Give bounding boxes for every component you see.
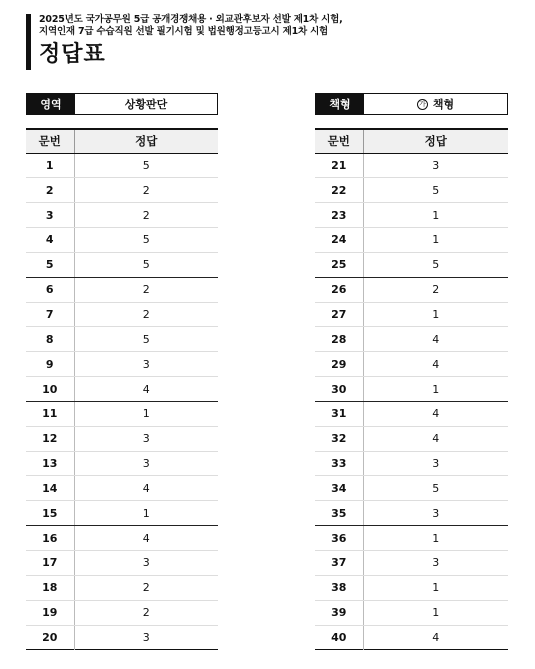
table-row: [26, 625, 218, 650]
answer-value: 2: [74, 178, 218, 203]
question-number: 23: [315, 203, 363, 228]
booklet-type-box: [315, 93, 508, 115]
question-number: 4: [26, 228, 74, 253]
column-header-answer: 정답: [74, 129, 218, 153]
table-row: [26, 526, 218, 551]
table-row: [315, 625, 508, 650]
answer-value: 4: [74, 526, 218, 551]
question-number: 1: [26, 153, 74, 178]
question-number: 8: [26, 327, 74, 352]
answer-value: 5: [363, 252, 508, 277]
question-number: 7: [26, 302, 74, 327]
question-number: 16: [26, 526, 74, 551]
question-number: 5: [26, 252, 74, 277]
question-number: 39: [315, 600, 363, 625]
circled-ga-mark: 가: [417, 99, 428, 110]
question-number: 28: [315, 327, 363, 352]
table-row: [315, 228, 508, 253]
column-header-answer: 정답: [363, 129, 508, 153]
question-number: 18: [26, 575, 74, 600]
answer-value: 2: [363, 277, 508, 302]
table-row: [315, 377, 508, 402]
answer-value: 4: [432, 630, 440, 644]
table-row: [315, 153, 508, 178]
table-row: [315, 426, 508, 451]
answer-value: 1: [363, 228, 508, 253]
table-row: [26, 551, 218, 576]
answer-table-left: [26, 128, 218, 650]
answer-value: 3: [363, 551, 508, 576]
table-row: [26, 426, 218, 451]
answer-value: 3: [74, 551, 218, 576]
answer-value: 5: [74, 327, 218, 352]
question-number: 19: [26, 600, 74, 625]
table-row: [315, 277, 508, 302]
table-row: [315, 451, 508, 476]
table-header-row: [26, 129, 218, 153]
exam-title-line-2: 지역인재 7급 수습직원 선발 필기시험 및 법원행정고등고시 제1차 시험: [39, 26, 329, 37]
question-number: 2: [26, 178, 74, 203]
answer-value: 1: [363, 600, 508, 625]
answer-value: 3: [74, 451, 218, 476]
table-row: [26, 352, 218, 377]
question-number: 15: [26, 501, 74, 526]
question-number: 34: [315, 476, 363, 501]
answer-value: 1: [363, 377, 508, 402]
booklet-type-value: 책형: [432, 98, 455, 111]
table-row: [26, 377, 218, 402]
question-number: 32: [315, 426, 363, 451]
question-number: 30: [315, 377, 363, 402]
answer-value: 3: [74, 426, 218, 451]
table-row: [26, 252, 218, 277]
question-number: 37: [315, 551, 363, 576]
question-number: 13: [26, 451, 74, 476]
answer-table-right: [315, 128, 508, 650]
question-number: 21: [315, 153, 363, 178]
table-row: [26, 476, 218, 501]
question-number: 25: [315, 252, 363, 277]
question-number: 26: [315, 277, 363, 302]
question-number: 36: [315, 526, 363, 551]
booklet-type-value-wrap: [364, 94, 507, 114]
answer-value: 3: [363, 153, 508, 178]
answer-value: 1: [74, 501, 218, 526]
answer-value: 2: [74, 277, 218, 302]
table-row: [315, 575, 508, 600]
question-number: 9: [26, 352, 74, 377]
answer-value: 2: [74, 302, 218, 327]
table-row: [26, 228, 218, 253]
table-row: [26, 575, 218, 600]
table-row: [26, 327, 218, 352]
table-row: [26, 302, 218, 327]
question-number: 35: [315, 501, 363, 526]
answer-value: 5: [363, 178, 508, 203]
table-row: [26, 600, 218, 625]
question-number: 38: [315, 575, 363, 600]
table-row: [315, 501, 508, 526]
answer-value: 2: [74, 600, 218, 625]
answer-rows-right: [315, 153, 508, 650]
answer-value: 3: [74, 352, 218, 377]
table-row: [26, 203, 218, 228]
answer-value: 4: [363, 352, 508, 377]
question-number: 22: [315, 178, 363, 203]
question-number: 17: [26, 551, 74, 576]
table-row: [26, 277, 218, 302]
answer-value: 2: [74, 575, 218, 600]
exam-title-line-1: 2025년도 국가공무원 5급 공개경쟁채용 · 외교관후보자 선발 제1차 시험,: [39, 14, 343, 25]
answer-value: 4: [363, 401, 508, 426]
table-row: [26, 153, 218, 178]
table-row: [315, 252, 508, 277]
table-row: [315, 401, 508, 426]
table-row: [315, 178, 508, 203]
table-row: [315, 476, 508, 501]
question-number: 24: [315, 228, 363, 253]
table-row: [26, 501, 218, 526]
table-row: [315, 302, 508, 327]
question-number: 10: [26, 377, 74, 402]
answer-value: 1: [363, 203, 508, 228]
table-row: [26, 401, 218, 426]
question-number: 31: [315, 401, 363, 426]
question-number: 20: [26, 625, 74, 650]
answer-value: 1: [363, 575, 508, 600]
answer-value: 4: [74, 377, 218, 402]
answer-value: 5: [74, 153, 218, 178]
question-number: 3: [26, 203, 74, 228]
answer-value: 4: [74, 476, 218, 501]
subject-label: 영역: [27, 94, 75, 114]
column-header-number: 문번: [26, 129, 74, 153]
answer-value: 5: [74, 228, 218, 253]
question-number: 12: [26, 426, 74, 451]
answer-value: 4: [363, 426, 508, 451]
answer-value: 2: [74, 203, 218, 228]
answer-rows-left: [26, 153, 218, 650]
answer-value: 3: [142, 630, 150, 644]
table-row: [26, 451, 218, 476]
table-row: [315, 203, 508, 228]
column-header-number: 문번: [315, 129, 363, 153]
answer-value: 1: [363, 526, 508, 551]
answer-value: 1: [74, 401, 218, 426]
page-title: 정답표: [39, 42, 106, 67]
table-row: [315, 352, 508, 377]
answer-value: 1: [363, 302, 508, 327]
table-row: [315, 327, 508, 352]
answer-value: 5: [74, 252, 218, 277]
question-number: 6: [26, 277, 74, 302]
question-number: 14: [26, 476, 74, 501]
question-number: 27: [315, 302, 363, 327]
question-number: 29: [315, 352, 363, 377]
answer-value: 4: [363, 327, 508, 352]
document-header: [26, 14, 506, 70]
question-number: 11: [26, 401, 74, 426]
subject-value: 상황판단: [124, 98, 168, 111]
answer-value: 3: [363, 501, 508, 526]
answer-value: 5: [363, 476, 508, 501]
table-row: [315, 600, 508, 625]
table-row: [315, 551, 508, 576]
table-row: [315, 526, 508, 551]
table-row: [26, 178, 218, 203]
answer-value: 3: [363, 451, 508, 476]
question-number: 40: [315, 625, 363, 650]
subject-box: [26, 93, 218, 115]
question-number: 33: [315, 451, 363, 476]
booklet-type-label: 책형: [316, 94, 364, 114]
table-header-row: [315, 129, 508, 153]
